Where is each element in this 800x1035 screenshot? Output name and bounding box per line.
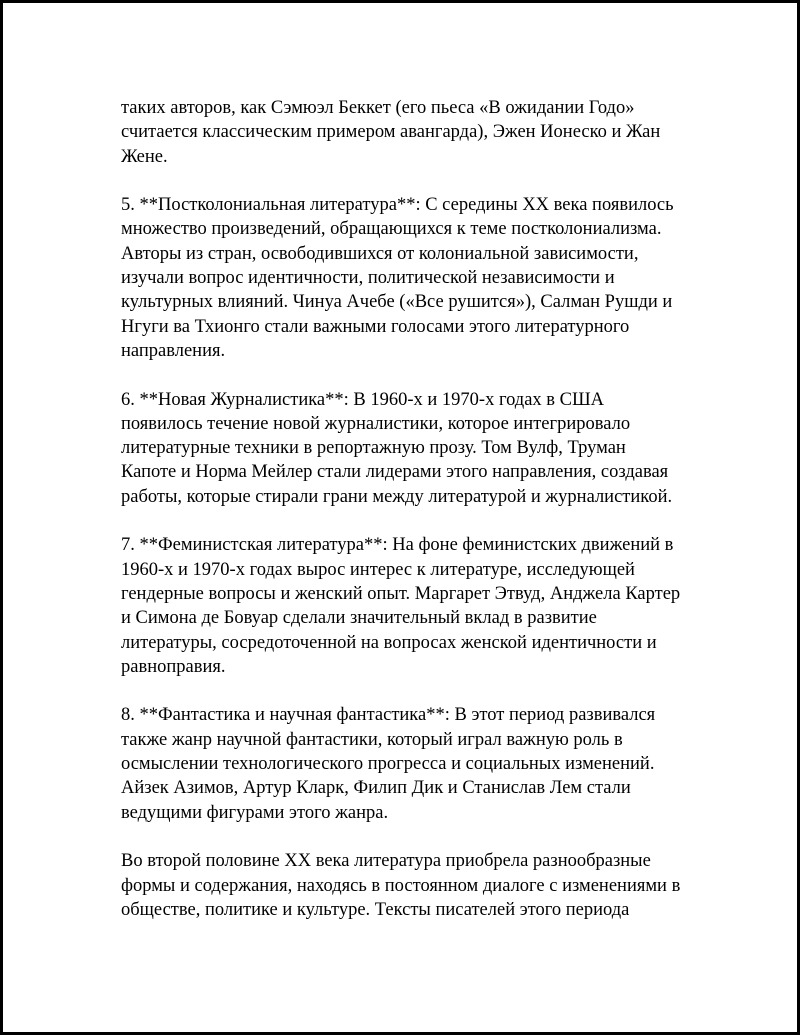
document-body <box>121 96 701 946</box>
paragraph-science-fiction: 8. **Фантастика и научная фантастика**: В этот период развивался также жанр научной фантастики, который играл важную роль в осмыслении технологического прогресса и социальных изменений. Айзек Азимов, Артур Кларк, Филип Дик и Станислав Лем стали ведущими фигурами этого жанра. <box>121 705 656 823</box>
paragraph-conclusion: Во второй половине XX века литература приобрела разнообразные формы и содержания, находясь в постоянном диалоге с изменениями в обществе, политике и культуре. Тексты писателей этого периода <box>121 851 681 920</box>
paragraph-feminist-literature: 7. **Феминистская литература**: На фоне феминистских движений в 1960-х и 1970-х годах вырос интерес к литературе, исследующей гендерные вопросы и женский опыт. Маргарет Этвуд, Анджела Картер и Симона де Бовуар сделали значительный вклад в развитие литературы, сосредоточенной на вопросах женской идентичности и равноправия. <box>121 535 681 677</box>
paragraph-new-journalism: 6. **Новая Журналистика**: В 1960-х и 1970-х годах в США появилось течение новой журналистики, которое интегрировало литературные техники в репортажную прозу. Том Вулф, Труман Капоте и Норма Мейлер стали лидерами этого направления, создавая работы, которые стирали грани между литературой и журналистикой. <box>121 389 673 507</box>
paragraph-avant-garde-continuation: таких авторов, как Сэмюэл Беккет (его пьеса «В ожидании Годо» считается классическим примером авангарда), Эжен Ионеско и Жан Жене. <box>121 98 661 167</box>
paragraph-postcolonial-literature: 5. **Постколониальная литература**: С середины XX века появилось множество произведений, обращающихся к теме постколониализма. Авторы из стран, освободившихся от колониальной зависимости, изучали вопрос идентичности, политической независимости и культурных влияний. Чинуа Ачебе («Все рушится»), Салман Рушди и Нгуги ва Тхионго стали важными голосами этого литературного направления. <box>121 195 674 361</box>
